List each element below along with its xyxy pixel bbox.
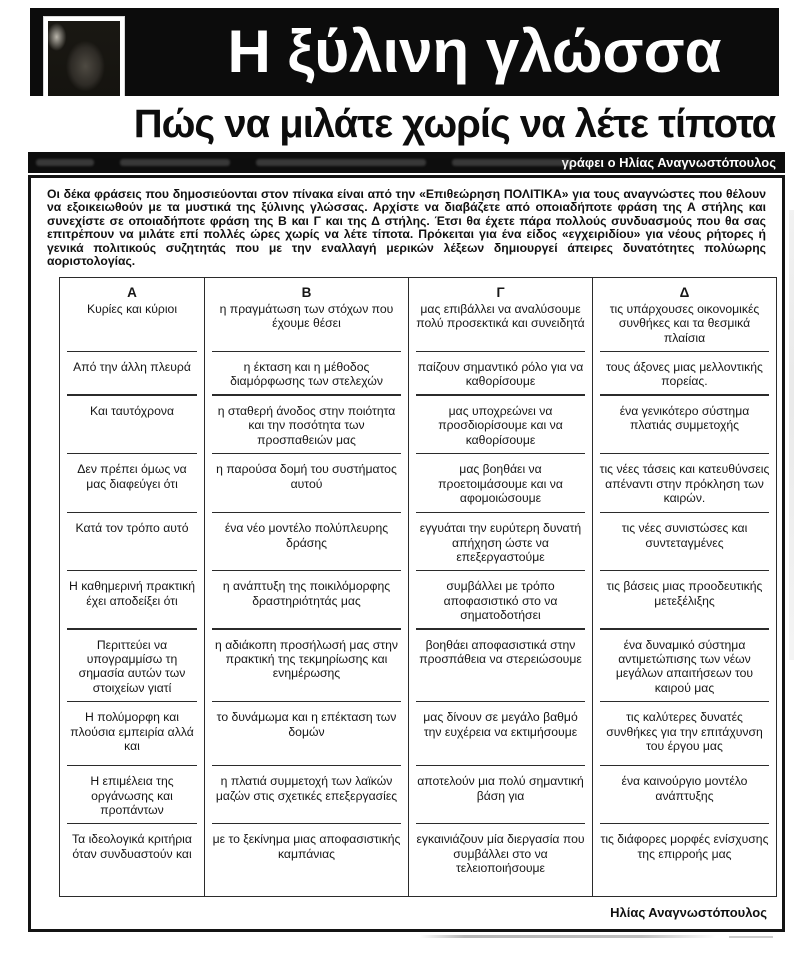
table-cell: η ανάπτυξη της ποικιλόμορφης δραστηριότητάς μας: [204, 571, 408, 629]
table-cell: Από την άλλη πλευρά: [60, 352, 204, 396]
intro-paragraph: Οι δέκα φράσεις που δημοσιεύονται στον πίνακα είναι από την «Επιθεώρηση ΠΟΛΙΤΙΚΑ» για τους αναγνώστες που θέλουν να εξοικειωθούν με τα μυστικά της ξύλινης γλώσσας. Αρχίστε να διαβάζετε από οποιαδήποτε φράση της Α στήλης και συνεχίστε σε οποιαδήποτε φράση της Β και Γ και της Δ στήλης. Έτσι θα έχετε πάρα πολλούς συνδυασμούς που θα σας επιτρέπουν να μιλάτε επί πολλές ώρες χωρίς να λέτε τίποτα. Πρόκειται για ένα είδος «εγχειριδίου» για νέους ρήτορες ή γενικά πολιτικούς συζητητάς που με την εναλλαγή μερικών λέξεων δημιουργεί άπειρες δυνατότητες πολύωρης αοριστολογίας.: [47, 187, 766, 269]
table-cell: Η πολύμορφη και πλούσια εμπειρία αλλά και: [60, 702, 204, 766]
column-letter-a: Α: [127, 285, 137, 301]
header-phrase-a: Κυρίες και κύριοι: [86, 301, 178, 316]
table-cell: τις νέες συνιστώσες και συντεταγμένες: [592, 513, 776, 571]
column-letter-b: Β: [301, 285, 312, 301]
table-cell: μας υποχρεώνει να προσδιορίσουμε και να καθορίσουμε: [408, 396, 592, 454]
table-cell: Η επιμέλεια της οργάνωσης και προπάντων: [60, 766, 204, 824]
table-cell: μας δίνουν σε μεγάλο βαθμό την ευχέρεια να εκτιμήσουμε: [408, 702, 592, 766]
table-cell: τις διάφορες μορφές ενίσχυσης της επιρροής μας: [592, 824, 776, 896]
table-cell: Και ταυτόχρονα: [60, 396, 204, 454]
scan-noise-dash: [452, 159, 572, 166]
table-cell: ένα γενικότερο σύστημα πλατιάς συμμετοχής: [592, 396, 776, 454]
table-cell: αποτελούν μια πολύ σημαντική βάση για: [408, 766, 592, 824]
table-row: [60, 352, 776, 396]
masthead-title-band: [30, 8, 779, 96]
column-letter-c: Γ: [496, 285, 505, 301]
table-cell: τους άξονες μιας μελλοντικής πορείας.: [592, 352, 776, 396]
scan-edge-streak: [789, 210, 794, 660]
byline-strip: [28, 152, 785, 173]
article-title: Η ξύλινη γλώσσα: [227, 18, 722, 85]
header-cell-c: [408, 278, 592, 352]
table-cell: τις καλύτερες δυνατές συνθήκες για την επιτάχυνση του έργου μας: [592, 702, 776, 766]
table-cell: η σταθερή άνοδος στην ποιότητα και την ποσότητα των προσπαθειών μας: [204, 396, 408, 454]
table-cell: Δεν πρέπει όμως να μας διαφεύγει ότι: [60, 454, 204, 513]
table-row: [60, 454, 776, 513]
table-row: [60, 766, 776, 824]
scan-noise-dash: [36, 159, 94, 166]
column-letter-d: Δ: [679, 285, 690, 301]
byline-text: γράφει ο Ηλίας Αναγνωστόπουλος: [561, 155, 776, 170]
article-subtitle: Πώς να μιλάτε χωρίς να λέτε τίποτα: [133, 102, 776, 146]
table-row: [60, 571, 776, 629]
table-cell: Περιττεύει να υπογραμμίσω τη σημασία αυτών των στοιχείων γιατί: [60, 630, 204, 703]
table-row: [60, 513, 776, 571]
table-cell: η έκταση και η μέθοδος διαμόρφωσης των στελεχών: [204, 352, 408, 396]
table-cell: ένα νέο μοντέλο πολύπλευρης δράσης: [204, 513, 408, 571]
scan-noise-dash: [120, 159, 230, 166]
scan-smudge: [420, 935, 716, 938]
table-cell: ένα καινούργιο μοντέλο ανάπτυξης: [592, 766, 776, 824]
scan-smudge: [729, 936, 773, 938]
phrase-matrix-table: [59, 277, 777, 897]
scan-noise-dash: [256, 159, 426, 166]
table-row: [60, 702, 776, 766]
table-cell: μας βοηθάει να προετοιμάσουμε και να αφομοιώσουμε: [408, 454, 592, 513]
table-cell: εγγυάται την ευρύτερη δυνατή απήχηση ώστε να επεξεργαστούμε: [408, 513, 592, 571]
header-phrase-b: η πραγμάτωση των στόχων που έχουμε θέσει: [219, 301, 394, 331]
table-header-row: [60, 278, 776, 352]
scan-noise: [36, 159, 572, 166]
header-cell-b: [204, 278, 408, 352]
table-row: [60, 630, 776, 703]
header-phrase-d: τις υπάρχουσες οικονομικές συνθήκες και τα θεσμικά πλαίσια: [609, 301, 760, 345]
header-phrase-c: μας επιβάλλει να αναλύσουμε πολύ προσεκτικά και συνειδητά: [416, 301, 585, 331]
table-cell: βοηθάει αποφασιστικά στην προσπάθεια να στερειώσουμε: [408, 630, 592, 703]
table-cell: Τα ιδεολογικά κριτήρια όταν συνδυαστούν και: [72, 832, 192, 861]
table-row: [60, 396, 776, 454]
table-cell: εγκαινιάζουν μία διεργασία που συμβάλλει στο να τελειοποιήσουμε: [408, 824, 592, 896]
table-cell: το δυνάμωμα και η επέκταση των δομών: [204, 702, 408, 766]
subtitle-band: [30, 96, 779, 152]
header-cell-d: [592, 278, 776, 352]
table-cell: Κατά τον τρόπο αυτό: [60, 513, 204, 571]
table-cell: συμβάλλει με τρόπο αποφασιστικό στο να σηματοδοτήσει: [408, 571, 592, 629]
table-cell: ένα δυναμικό σύστημα αντιμετώπισης των νέων μεγάλων απαιτήσεων του καιρού μας: [592, 630, 776, 703]
table-cell: η παρούσα δομή του συστήματος αυτού: [204, 454, 408, 513]
article-frame: [28, 175, 785, 932]
header-cell-a: [60, 278, 204, 352]
table-cell: η πλατιά συμμετοχή των λαϊκών μαζών στις σχετικές επεξεργασίες: [204, 766, 408, 824]
table-cell: παίζουν σημαντικό ρόλο για να καθορίσουμε: [408, 352, 592, 396]
table-cell: με το ξεκίνημα μιας αποφασιστικής καμπάνιας: [204, 824, 408, 896]
author-signature: Ηλίας Αναγνωστόπουλος: [610, 905, 767, 921]
table-cell: η αδιάκοπη προσήλωσή μας στην πρακτική της τεκμηρίωσης και ενημέρωσης: [204, 630, 408, 703]
table-row: [60, 824, 776, 896]
table-cell: τις νέες τάσεις και κατευθύνσεις απέναντι στην πρόκληση των καιρών.: [592, 454, 776, 513]
table-cell: Η καθημερινή πρακτική έχει αποδείξει ότι: [60, 571, 204, 629]
table-cell: τις βάσεις μιας προοδευτικής μετεξέλιξης: [592, 571, 776, 629]
